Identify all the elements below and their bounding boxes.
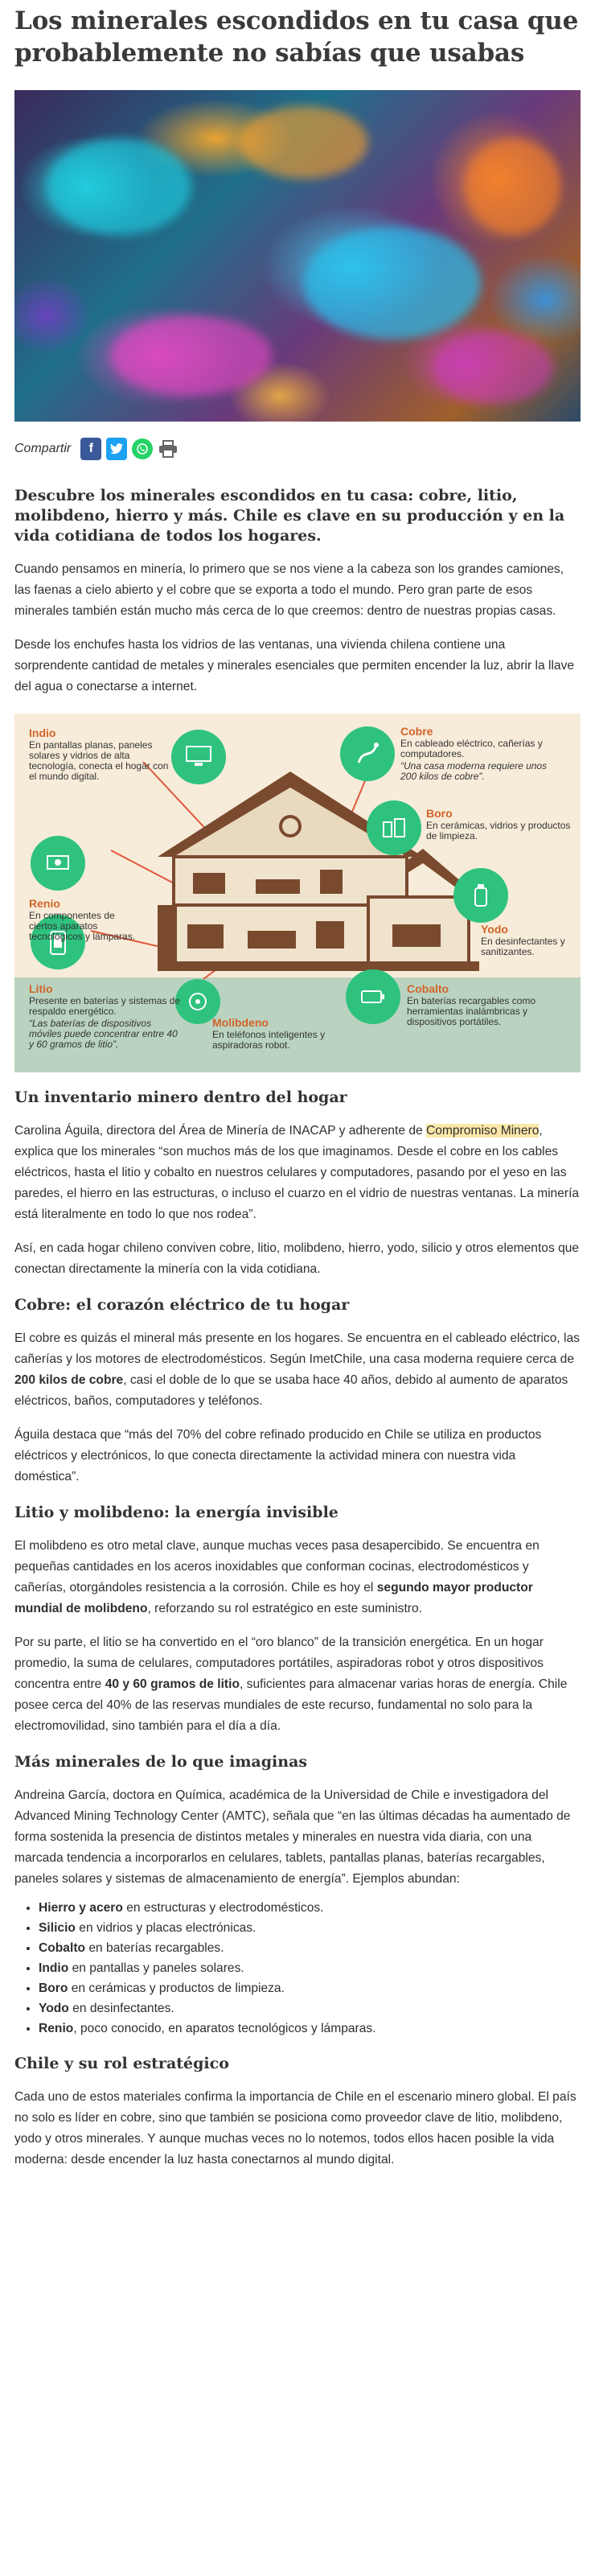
infographic-minerals-house [14, 714, 581, 1072]
bold-text: Yodo [39, 2002, 69, 2015]
list-item [39, 2018, 581, 2039]
label-text: En baterías recargables como herramientas inalámbricas y dispositivos portátiles. [407, 995, 536, 1027]
hero-texture [465, 138, 561, 235]
infographic-label-renio [29, 899, 142, 942]
infographic-label-litio [29, 984, 182, 1050]
infographic-label-yodo [481, 924, 569, 957]
yodo-icon [453, 868, 508, 923]
bold-text: Renio [39, 2022, 74, 2035]
label-title: Renio [29, 897, 60, 910]
bold-text: 200 kilos de cobre [14, 1373, 124, 1387]
paragraph: Cada uno de estos materiales confirma la importancia de Chile en el escenario minero global. El país no solo es líder en cobre, sino que también se posiciona como proveedor clave de litio, molibdeno, yodo y otros minerales. Y aunque muchas veces no lo notemos, todos ellos hacen posible la vida moderna: desde encender la luz hasta conectarnos al mundo digital. [14, 2090, 577, 2167]
renio-icon [31, 836, 85, 891]
paragraph [14, 1328, 581, 1412]
print-icon[interactable] [158, 438, 178, 460]
text-span: en pantallas y paneles solares. [68, 1961, 244, 1975]
list-item [39, 1958, 581, 1978]
compromiso-minero-link[interactable]: Compromiso Minero [426, 1124, 540, 1138]
cobre-icon [340, 726, 395, 781]
label-note: “Una casa moderna requiere unos 200 kilos de cobre”. [400, 760, 548, 782]
hero-texture [47, 138, 191, 235]
label-text: En cerámicas, vidrios y productos de limpieza. [426, 820, 571, 842]
section-heading: Cobre: el corazón eléctrico de tu hogar [14, 1296, 350, 1314]
label-title: Litio [29, 982, 53, 995]
text-span: , casi el doble de lo que se usaba hace 40 años, debido al aumento de aparatos eléctricos, baños, computadores y teléfonos. [14, 1373, 568, 1408]
paragraph: Águila destaca que “más del 70% del cobre refinado producido en Chile se utiliza en productos eléctricos y electrónicos, lo que conecta directamente la actividad minera con nuestra vida doméstica”. [14, 1428, 542, 1483]
infographic-label-cobalto [407, 984, 568, 1027]
bold-text: Cobalto [39, 1941, 86, 1955]
label-title: Boro [426, 807, 453, 820]
infographic-label-molibdeno [212, 1018, 349, 1051]
list-item [39, 1938, 581, 1958]
article-lead: Descubre los minerales escondidos en tu casa: cobre, litio, molibdeno, hierro y más. Chile es clave en su producción y en la vida cotidiana de todos los hogares. [14, 487, 565, 545]
label-title: Molibdeno [212, 1016, 269, 1029]
list-item [39, 1918, 581, 1938]
paragraph: Andreina García, doctora en Química, académica de la Universidad de Chile e investigadora del Advanced Mining Technology Center (AMTC), señala que “en las últimas décadas ha aumentado de forma sostenida la presencia de distintos metales y minerales en nuestra vida diaria, con una marcada tendencia a incorporarlos en celulares, tablets, pantallas planas, baterías recargables, paneles solares y sistemas de almacenamiento de energía”. Ejemplos abundan: [14, 1788, 571, 1886]
paragraph: Desde los enchufes hasta los vidrios de las ventanas, una vivienda chilena contiene una sorprendente cantidad de metales y minerales esenciales que permiten encender la luz, abrir la llave del agua o conectarse a internet. [14, 638, 575, 693]
label-note: “Las baterías de dispositivos móviles puede concentrar entre 40 y 60 gramos de litio”. [29, 1018, 178, 1050]
text-span: El cobre es quizás el mineral más presente en los hogares. Se encuentra en el cableado eléctrico, las cañerías y los motores de electrodomésticos. Según ImetChile, una casa moderna requiere cerca de [14, 1331, 580, 1366]
bold-text: 40 y 60 gramos de litio [105, 1677, 240, 1691]
share-bar [14, 433, 581, 465]
hero-texture [304, 227, 481, 339]
hero-texture [240, 106, 368, 179]
list-item [39, 1998, 581, 2018]
text-span: en baterías recargables. [85, 1941, 224, 1955]
hero-texture [433, 331, 553, 404]
text-span: en desinfectantes. [68, 2002, 174, 2015]
bold-text: Boro [39, 1981, 68, 1995]
section-heading: Litio y molibdeno: la energía invisible [14, 1504, 339, 1521]
infographic-label-boro [426, 809, 571, 842]
facebook-icon[interactable]: f [80, 438, 101, 460]
text-span: en cerámicas y productos de limpieza. [68, 1981, 285, 1995]
label-text: En componentes de ciertos aparatos tecnológicos y lámparas. [29, 910, 136, 942]
paragraph: Así, en cada hogar chileno conviven cobre, litio, molibdeno, hierro, yodo, silicio y otros elementos que conectan directamente la minería con la vida cotidiana. [14, 1241, 580, 1276]
text-span: , poco conocido, en aparatos tecnológicos y lámparas. [73, 2022, 376, 2035]
hero-image-minerals [14, 90, 581, 422]
text-span: Carolina Águila, directora del Área de Minería de INACAP y adherente de [14, 1124, 426, 1138]
cobalto-icon [346, 969, 400, 1024]
section-heading: Más minerales de lo que imaginas [14, 1753, 308, 1771]
label-text: En cableado eléctrico, cañerías y computadores. [400, 738, 543, 759]
boro-icon [367, 800, 421, 855]
text-span: en vidrios y placas electrónicas. [75, 1921, 256, 1935]
label-title: Yodo [481, 923, 508, 936]
label-title: Indio [29, 726, 56, 739]
infographic-label-cobre [400, 726, 561, 782]
label-text: En teléfonos inteligentes y aspiradoras robot. [212, 1029, 326, 1051]
indio-icon [171, 730, 226, 784]
bold-text: Hierro y acero [39, 1901, 123, 1915]
bold-text: Silicio [39, 1921, 76, 1935]
infographic-label-indio [29, 728, 170, 782]
section-heading: Chile y su rol estratégico [14, 2055, 229, 2072]
text-span: , suficientes para almacenar varias horas de energía. Chile posee cerca del 40% de las reservas mundiales de este recurso, fundamental no solo para la electromovilidad, sino también para el día a día. [14, 1677, 568, 1733]
text-span: en estructuras y electrodomésticos. [122, 1901, 324, 1915]
text-span: , explica que los minerales “son muchos más de los que imaginamos. Desde el cobre en los cables eléctricos, hasta el litio y cobalto en nuestros celulares y computadores, pasando por el yeso en las paredes, el hierro en las estructuras, o incluso el cuarzo en el vidrio de nuestras ventanas. La minería está literalmente en todo lo que nos rodea”. [14, 1124, 580, 1221]
paragraph [14, 1632, 581, 1737]
minerals-list [39, 1898, 581, 2039]
label-title: Cobalto [407, 982, 449, 995]
paragraph [14, 1121, 581, 1225]
bold-text: segundo mayor productor mundial de molibdeno [14, 1581, 533, 1615]
share-label: Compartir [14, 442, 72, 455]
article-title: Los minerales escondidos en tu casa que probablemente no sabías que usabas [14, 6, 579, 68]
bold-text: Indio [39, 1961, 69, 1975]
section-heading: Un inventario minero dentro del hogar [14, 1088, 347, 1106]
text-span: El molibdeno es otro metal clave, aunque muchas veces pasa desapercibido. Se encuentra en pequeñas cantidades en los aceros inoxidables que conforman cocinas, electrodomésticos y cañerías, otorgándoles resistencia a la corrosión. Chile es hoy el [14, 1539, 540, 1595]
label-text: En desinfectantes y sanitizantes. [481, 936, 565, 957]
label-text: Presente en baterías y sistemas de respaldo energético. [29, 995, 181, 1017]
paragraph [14, 1536, 581, 1619]
label-title: Cobre [400, 725, 433, 738]
paragraph: Cuando pensamos en minería, lo primero que se nos viene a la cabeza son los grandes camiones, las faenas a cielo abierto y el cobre que se exporta a todo el mundo. Pero gran parte de esos minerales también están mucho más cerca de lo que creemos: dentro de nuestras propias casas. [14, 562, 564, 618]
list-item [39, 1898, 581, 1918]
hero-texture [111, 315, 272, 396]
text-span: , reforzando su rol estratégico en este suministro. [147, 1602, 422, 1615]
label-text: En pantallas planas, paneles solares y vidrios de alta tecnología, conecta el hogar con el mundo digital. [29, 739, 169, 782]
list-item [39, 1978, 581, 1998]
twitter-icon[interactable] [106, 438, 127, 460]
whatsapp-icon[interactable] [132, 438, 153, 459]
text-span: Por su parte, el litio se ha convertido en el “oro blanco” de la transición energética. En un hogar promedio, la suma de celulares, computadores portátiles, aspiradoras robot y otros dispositivos concentra entre [14, 1636, 544, 1691]
